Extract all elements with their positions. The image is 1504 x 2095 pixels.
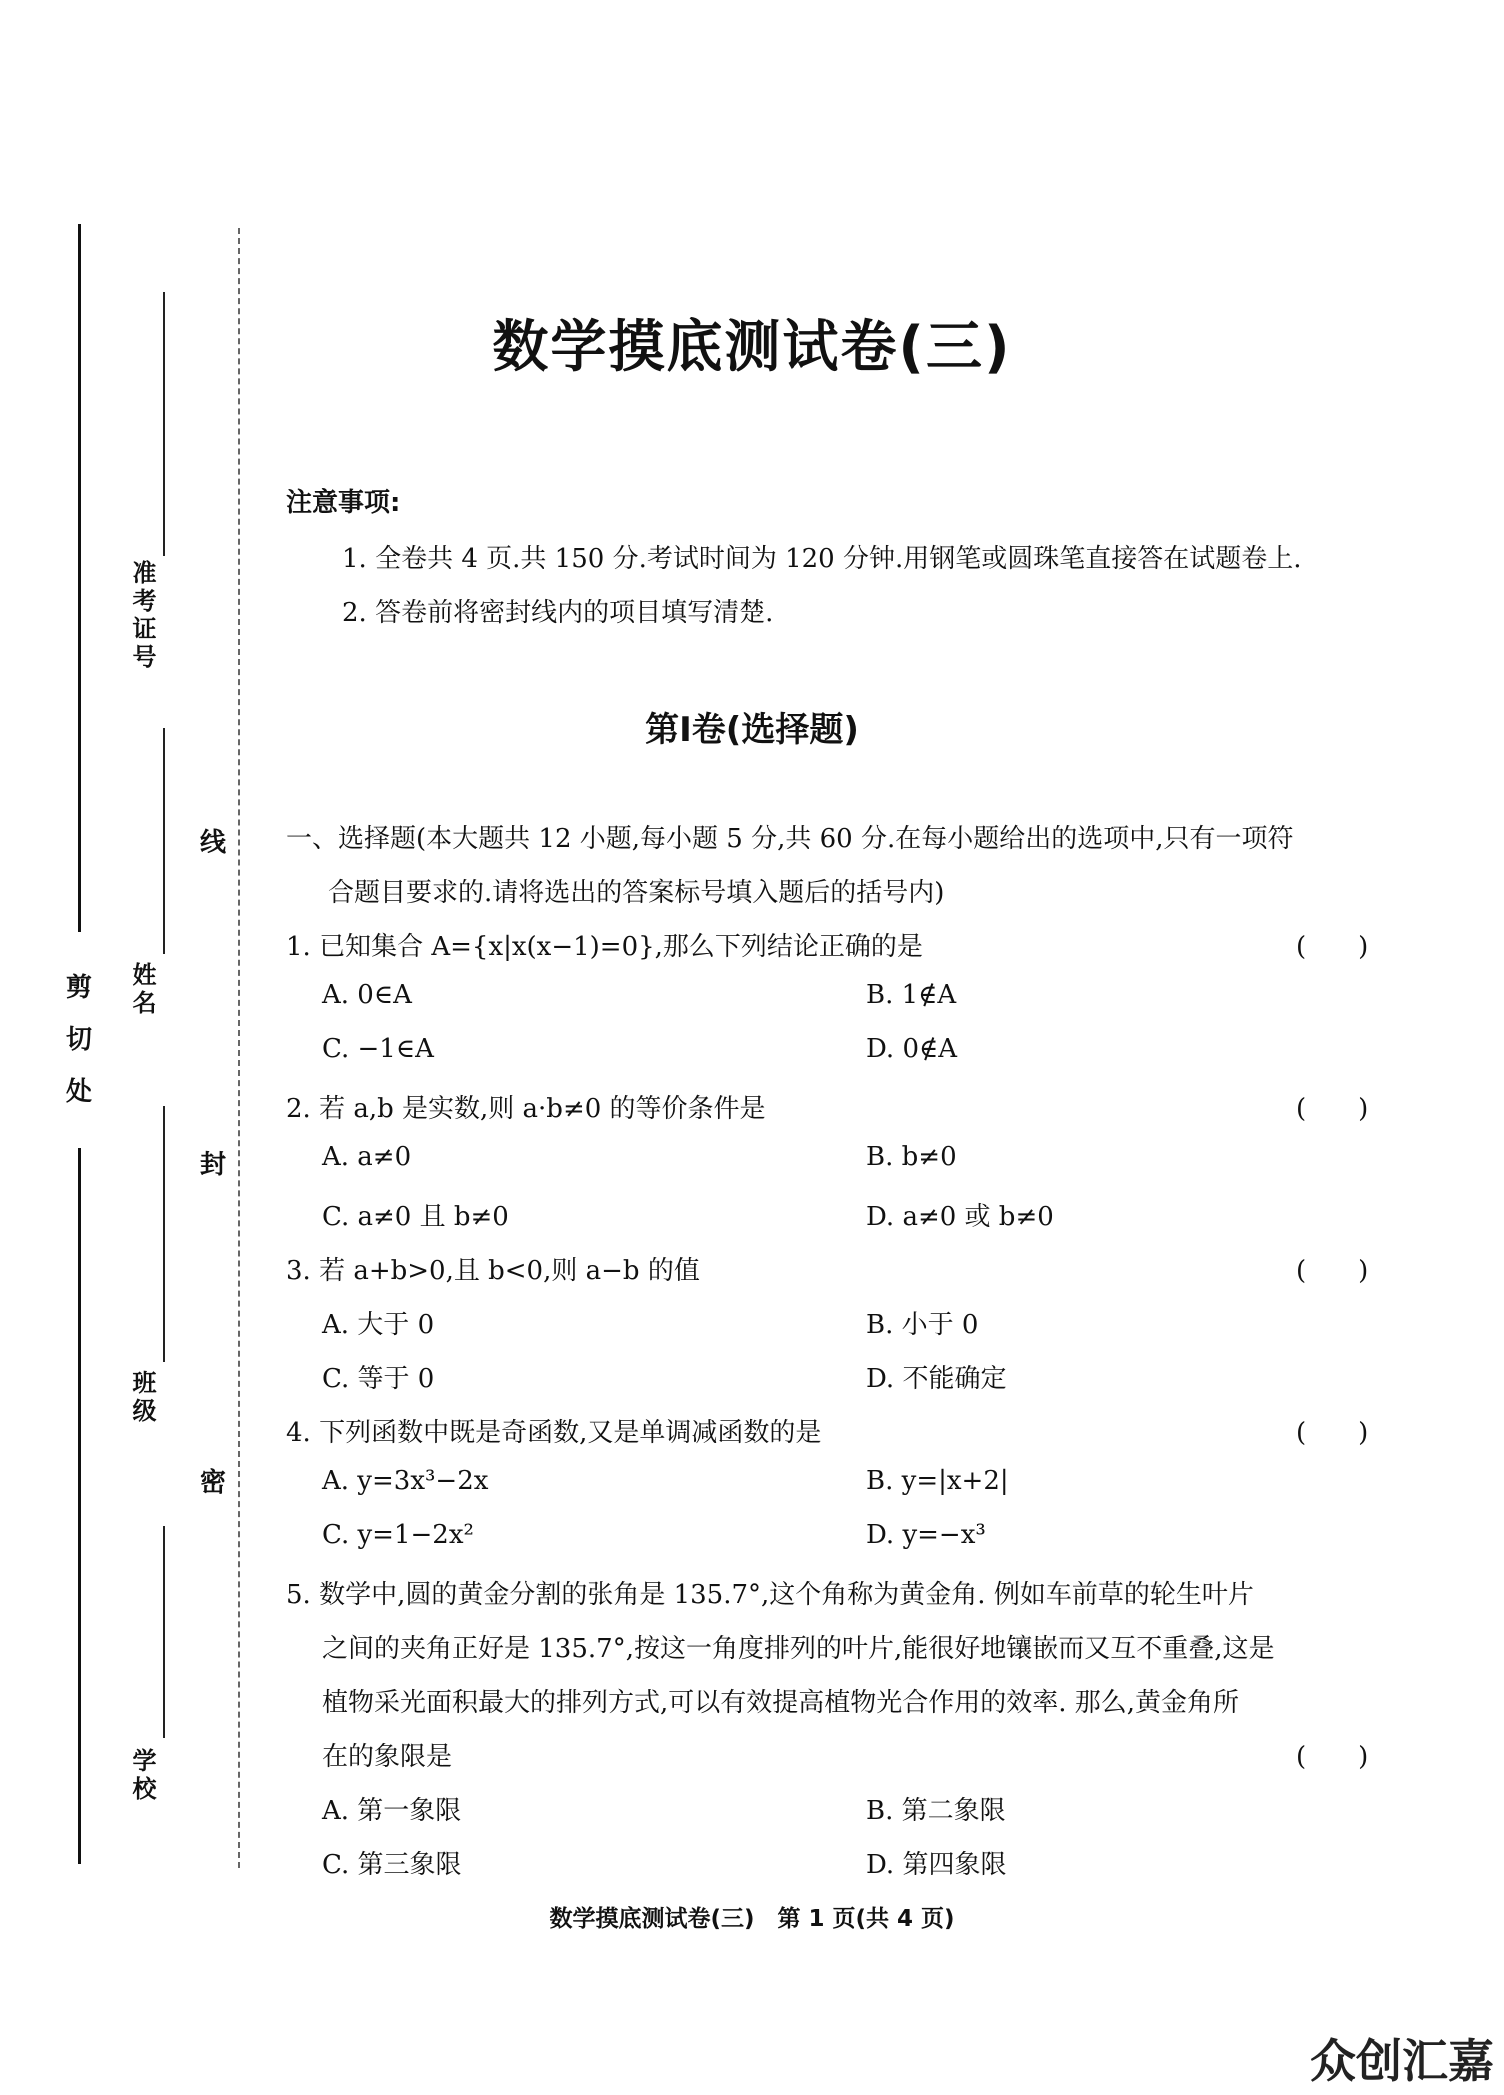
cut-here-label (66, 975, 92, 1105)
answer-paren[interactable]: ( ) (1296, 1418, 1369, 1448)
option-b[interactable]: B. 第二象限 (866, 1796, 1006, 1826)
question-stem-cont: 之间的夹角正好是 135.7°,按这一角度排列的叶片,能很好地镶嵌而又互不重叠,这是 (322, 1634, 1275, 1664)
name-label: 姓名 (128, 962, 157, 1018)
page-title: 数学摸底测试卷(三) (492, 315, 1012, 380)
page-footer: 数学摸底测试卷(三) 第 1 页(共 4 页) (549, 1906, 955, 1932)
answer-paren[interactable]: ( ) (1296, 1742, 1369, 1772)
note-item: 2. 答卷前将密封线内的项目填写清楚. (342, 598, 774, 628)
question-stem-cont: 在的象限是 (322, 1742, 453, 1772)
seal-dotted-line (238, 228, 240, 1868)
option-c[interactable]: C. 第三象限 (322, 1850, 462, 1880)
option-a[interactable]: A. a≠0 (322, 1142, 412, 1172)
option-c[interactable]: C. −1∈A (322, 1034, 434, 1064)
option-d[interactable]: D. y=−x³ (866, 1520, 986, 1550)
seal-char-secret: 密 (200, 1468, 227, 1498)
watermark-logo: 众创汇嘉 (1310, 2034, 1494, 2088)
part1-instructions: 一、选择题(本大题共 12 小题,每小题 5 分,共 60 分.在每小题给出的选项中,只有一项符 (286, 824, 1294, 854)
seal-char-line: 线 (200, 828, 227, 858)
option-b[interactable]: B. b≠0 (866, 1142, 957, 1172)
question-stem: 4. 下列函数中既是奇函数,又是单调减函数的是 (286, 1418, 822, 1448)
option-c[interactable]: C. y=1−2x² (322, 1520, 474, 1550)
seal-char-seal: 封 (200, 1150, 227, 1180)
question-stem: 5. 数学中,圆的黄金分割的张角是 135.7°,这个角称为黄金角. 例如车前草的轮生叶片 (286, 1580, 1254, 1610)
question-stem: 2. 若 a,b 是实数,则 a·b≠0 的等价条件是 (286, 1094, 766, 1124)
binding-line-bottom (78, 1148, 81, 1864)
option-c[interactable]: C. a≠0 且 b≠0 (322, 1202, 509, 1232)
question-stem: 1. 已知集合 A={x|x(x−1)=0},那么下列结论正确的是 (286, 932, 923, 962)
option-b[interactable]: B. 1∉A (866, 980, 957, 1010)
question-stem-cont: 植物采光面积最大的排列方式,可以有效提高植物光合作用的效率. 那么,黄金角所 (322, 1688, 1240, 1718)
cut-char: 切 (66, 1025, 93, 1055)
option-a[interactable]: A. 0∈A (322, 980, 412, 1010)
exam-id-label: 准考证号 (128, 560, 157, 672)
school-label: 学校 (128, 1748, 157, 1804)
option-a[interactable]: A. 第一象限 (322, 1796, 462, 1826)
answer-paren[interactable]: ( ) (1296, 932, 1369, 962)
option-b[interactable]: B. 小于 0 (866, 1310, 979, 1340)
class-line[interactable] (163, 1106, 165, 1362)
class-label: 班级 (128, 1370, 157, 1426)
answer-paren[interactable]: ( ) (1296, 1256, 1369, 1286)
cut-char: 处 (66, 1077, 93, 1107)
answer-paren[interactable]: ( ) (1296, 1094, 1369, 1124)
option-a[interactable]: A. y=3x³−2x (322, 1466, 489, 1496)
cut-char: 剪 (66, 973, 93, 1003)
option-d[interactable]: D. 不能确定 (866, 1364, 1007, 1394)
option-d[interactable]: D. 0∉A (866, 1034, 958, 1064)
option-a[interactable]: A. 大于 0 (322, 1310, 435, 1340)
section-title: 第Ⅰ卷(选择题) (645, 710, 859, 750)
notes-heading: 注意事项: (286, 488, 401, 518)
note-item: 1. 全卷共 4 页.共 150 分.考试时间为 120 分钟.用钢笔或圆珠笔直接答在试题卷上. (342, 544, 1302, 574)
part1-instructions-cont: 合题目要求的.请将选出的答案标号填入题后的括号内) (328, 878, 945, 908)
school-line[interactable] (163, 1526, 165, 1738)
option-b[interactable]: B. y=|x+2| (866, 1466, 1009, 1496)
option-d[interactable]: D. 第四象限 (866, 1850, 1007, 1880)
option-c[interactable]: C. 等于 0 (322, 1364, 435, 1394)
name-line[interactable] (163, 728, 165, 954)
option-d[interactable]: D. a≠0 或 b≠0 (866, 1202, 1054, 1232)
question-stem: 3. 若 a+b>0,且 b<0,则 a−b 的值 (286, 1256, 700, 1286)
